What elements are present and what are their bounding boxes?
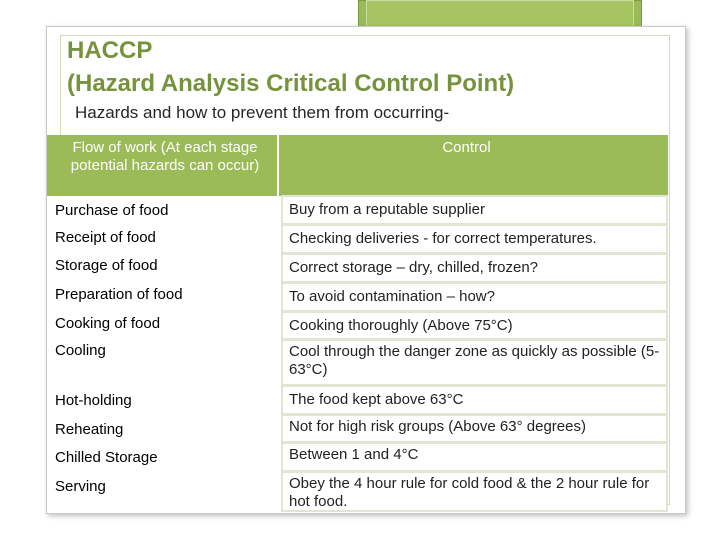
cell-stage: Cooling: [47, 340, 279, 386]
cell-control: Obey the 4 hour rule for cold food & the 2 hour rule for hot food.: [281, 471, 668, 512]
cell-control: Not for high risk groups (Above 63° degrees): [281, 414, 668, 443]
cell-control: Between 1 and 4°C: [281, 442, 668, 472]
cell-stage: Reheating: [47, 415, 279, 443]
cell-stage: Chilled Storage: [47, 443, 279, 472]
cell-stage: Preparation of food: [47, 283, 279, 312]
cell-stage: Receipt of food: [47, 225, 279, 254]
cell-control: The food kept above 63°C: [281, 385, 668, 415]
cell-control: To avoid contamination – how?: [281, 282, 668, 312]
table-row: [47, 312, 668, 340]
table-row: [47, 283, 668, 312]
cell-control: Checking deliveries - for correct temperatures.: [281, 224, 668, 254]
table-body: [47, 196, 668, 512]
slide-title: [67, 34, 514, 100]
cell-stage: Purchase of food: [47, 196, 279, 225]
slide-subtitle: Hazards and how to prevent them from occurring-: [75, 103, 450, 122]
header-flow-line-2: potential hazards can occur): [70, 157, 260, 174]
cell-stage: Storage of food: [47, 254, 279, 283]
table-row: [47, 254, 668, 283]
cell-control: Correct storage – dry, chilled, frozen?: [281, 253, 668, 283]
title-line-2: (Hazard Analysis Critical Control Point): [67, 70, 515, 97]
cell-stage: Hot-holding: [47, 386, 279, 415]
cell-control: Cool through the danger zone as quickly as possible (5-63°C): [281, 339, 668, 386]
header-flow-line-1: Flow of work (At each stage: [72, 139, 258, 156]
cell-control: Buy from a reputable supplier: [281, 195, 668, 225]
haccp-table: [47, 135, 668, 512]
table-row: [47, 472, 668, 512]
table-row: [47, 415, 668, 443]
table-header: [47, 135, 668, 196]
title-line-1: HACCP: [67, 37, 153, 64]
cell-stage: Cooking of food: [47, 312, 279, 340]
header-flow-of-work: [47, 135, 279, 196]
table-row: [47, 196, 668, 225]
table-row: [47, 225, 668, 254]
table-row: [47, 386, 668, 415]
cell-control: Cooking thoroughly (Above 75°C): [281, 311, 668, 340]
table-row: [47, 340, 668, 386]
table-row: [47, 443, 668, 472]
header-control: Control: [279, 135, 668, 196]
cell-stage: Serving: [47, 472, 279, 512]
